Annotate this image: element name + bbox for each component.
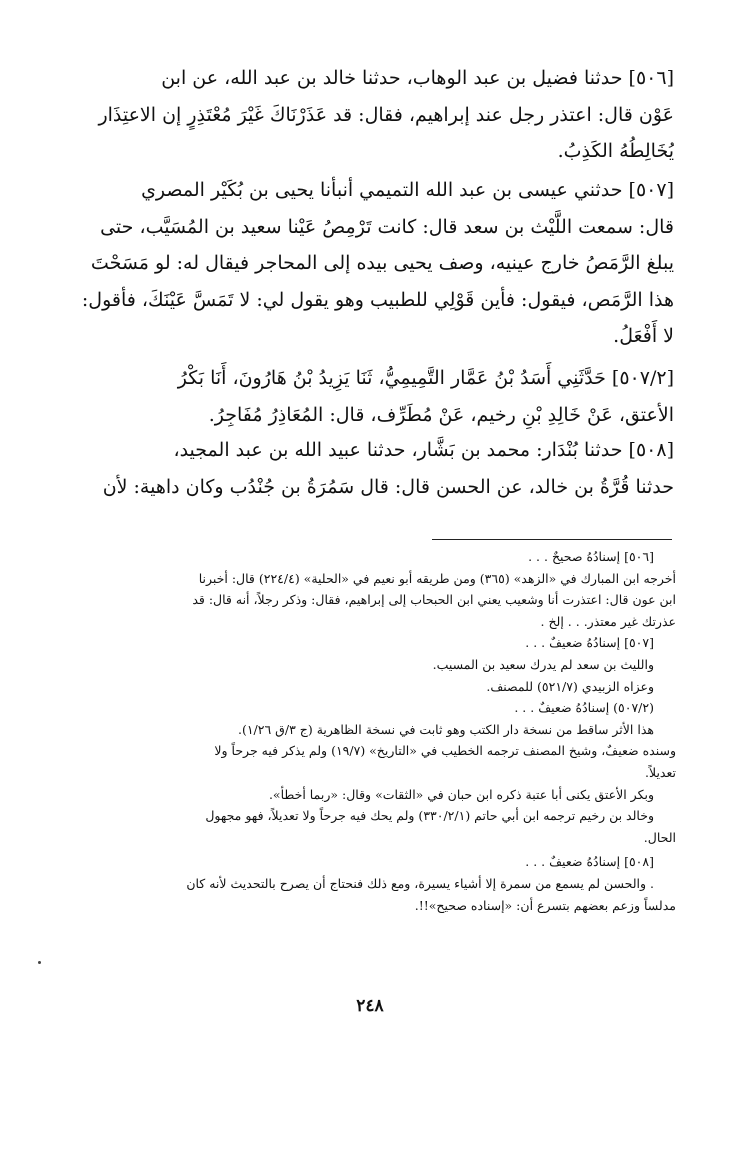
text-line: [٥٠٧] حدثني عيسى بن عبد الله التميمي أنبأنا يحيى بن بُكَيْر المصري [141, 179, 674, 201]
footnote-line: الحال. [643, 829, 676, 845]
hadith-506-paragraph [68, 60, 674, 170]
footnote-line: مدلساً وزعم بعضهم بتسرع أن: «إسناده صحيح»!!. [414, 897, 676, 913]
hadith-508-paragraph [68, 432, 674, 505]
scan-speck [38, 961, 41, 964]
page-number: ٢٤٨ [356, 996, 384, 1016]
footnote-507-2-heading: (٥٠٧/٢) إسنادُهُ ضعيفٌ . . . [514, 700, 654, 716]
text-line: [٥٠٧/٢] حَدَّثَنِي أَسَدُ بْنُ عَمَّار التَّمِيمِيُّ، ثَنَا يَزِيدُ بْنُ هَارُونَ، أَنَا بَكْرُ [177, 367, 674, 389]
text-line: هذا الرَّمَص، فيقول: فأين قَوْلِي للطبيب وهو يقول لي: لا تَمَسَّ عَيْنَكَ، فأقول: [81, 288, 674, 311]
text-line: [٥٠٨] حدثنا بُنْدَار: محمد بن بَشَّار، حدثنا عبيد الله بن عبد المجيد، [173, 439, 674, 461]
footnote-line: وسنده ضعيفٌ، وشيخ المصنف ترجمه الخطيب في «التاريخ» (١٩/٧) ولم يذكر فيه جرحاً ولا [214, 743, 676, 759]
text-line: الأعتق، عَنْ خَالِدِ بْنِ رخيم، عَنْ مُطَرِّف، قال: المُعَاذِرُ مُفَاجِرُ. [208, 403, 674, 426]
footnote-line: عذرتك غير معتذر. . . إلخ . [540, 613, 676, 629]
text-line: عَوْن قال: اعتذر رجل عند إبراهيم، فقال: قد عَذَرْنَاكَ غَيْرَ مُعْتَذِرٍ إن الاعتِذَار [98, 103, 674, 126]
text-line: يُخَالِطُهُ الكَذِبُ. [557, 140, 674, 162]
footnote-507-heading: [٥٠٧] إسنادُهُ ضعيفٌ . . . [525, 635, 654, 651]
footnote-line: ابن عون قال: اعتذرت أنا وشعيب يعني ابن الحبحاب إلى إبراهيم، فقال: وذكر رجلاً، أنه قال: قد [192, 592, 676, 608]
footnote-508-heading: [٥٠٨] إسنادُهُ ضعيفٌ . . . [525, 854, 654, 870]
hadith-507-2-paragraph [68, 360, 674, 433]
footnote-line: والليث بن سعد لم يدرك سعيد بن المسيب. [432, 656, 654, 672]
footnote-506-heading: [٥٠٦] إسنادُهُ صحيحٌ . . . [528, 549, 654, 564]
footnote-divider [432, 539, 672, 540]
footnote-line: هذا الأثر ساقط من نسخة دار الكتب وهو ثابت في نسخة الظاهرية (ج ٣/ق ١/٢٦). [237, 721, 654, 737]
footnotes-section [64, 546, 676, 916]
footnote-line: وعزاه الزبيدي (٥٢١/٧) للمصنف. [486, 678, 654, 694]
footnote-line: . والحسن لم يسمع من سمرة إلا أشياء يسيرة، ومع ذلك فنحتاج أن يصرح بالتحديث لأنه كان [186, 875, 654, 891]
footnote-line: وخالد بن رخيم ترجمه ابن أبي حاتم (٣٣٠/٢/١) ولم يحك فيه جرحاً ولا تعديلاً، فهو مجهول [205, 808, 654, 824]
footnote-line: أخرجه ابن المبارك في «الزهد» (٣٦٥) ومن طريقه أبو نعيم في «الحلية» (٢٢٤/٤) قال: أخبرنا [198, 570, 676, 586]
hadith-507-paragraph [68, 172, 674, 355]
footnote-line: تعديلاً. [645, 764, 676, 780]
text-line: [٥٠٦] حدثنا فضيل بن عبد الوهاب، حدثنا خالد بن عبد الله، عن ابن [161, 67, 674, 89]
footnote-line: وبكر الأعتق يكنى أبا عتبة ذكره ابن حبان في «الثقات» وقال: «ربما أخطأ». [268, 786, 654, 802]
text-line: يبلغ الرَّمَصُ خارج عينيه، وصف يحيى بيده إلى المحاجر فيقال له: لو مَسَحْتَ [90, 252, 674, 274]
text-line: لا أَفْعَلُ. [613, 325, 674, 347]
text-line: قال: سمعت اللَّيْث بن سعد قال: كانت تَرْمِصُ عَيْنا سعيد بن المُسَيَّب، حتى [100, 215, 674, 238]
text-line: حدثنا قُرَّةُ بن خالد، عن الحسن قال: قال سَمُرَةُ بن جُنْدُب وكان داهية: لأن [102, 475, 674, 498]
